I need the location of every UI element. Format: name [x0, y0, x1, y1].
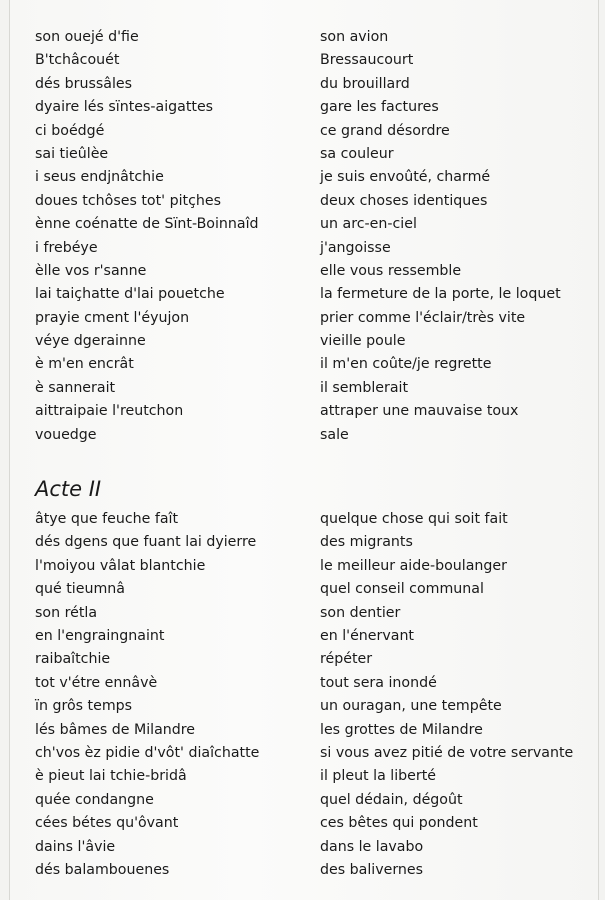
- patois-term: en l'engraingnaint: [35, 627, 165, 644]
- french-translation: dans le lavabo: [320, 838, 424, 855]
- french-column: [320, 26, 573, 882]
- patois-term: dés dgens que fuant lai dyierre: [35, 534, 257, 551]
- patois-term: lés bâmes de Milandre: [35, 721, 196, 738]
- patois-term: lai taiçhatte d'lai pouetche: [35, 286, 225, 303]
- french-translation: attraper une mauvaise toux: [320, 403, 519, 420]
- patois-term: l'moiyou vâlat blantchie: [35, 557, 206, 574]
- patois-term: è m'en encrât: [35, 356, 134, 373]
- patois-term: son ouejé d'fie: [35, 29, 139, 45]
- patois-term: i frebéye: [35, 239, 98, 256]
- patois-term: ènne coénatte de Sïnt-Boinnaîd: [35, 216, 259, 233]
- french-translation: j'angoisse: [320, 239, 391, 256]
- french-translation: un ouragan, une tempête: [320, 698, 502, 715]
- french-translation: il pleut la liberté: [320, 768, 437, 785]
- section-gap: [320, 447, 573, 471]
- patois-term: son rétla: [35, 604, 98, 621]
- patois-term: è pieut lai tchie-bridâ: [35, 768, 187, 785]
- patois-term: aittraipaie l'reutchon: [35, 403, 184, 420]
- french-translation: quel dédain, dégoût: [320, 791, 463, 808]
- french-translation: prier comme l'éclair/très vite: [320, 309, 526, 326]
- patois-term: dyaire lés sïntes-aigattes: [35, 99, 214, 116]
- french-translation: du brouillard: [320, 75, 410, 92]
- french-translation: deux choses identiques: [320, 192, 488, 209]
- french-translation: ces bêtes qui pondent: [320, 815, 478, 832]
- french-translation: des migrants: [320, 534, 413, 551]
- patois-term: tot v'étre ennâvè: [35, 674, 158, 691]
- french-translation: les grottes de Milandre: [320, 721, 483, 738]
- patois-term: véye dgerainne: [35, 333, 146, 350]
- french-translation: gare les factures: [320, 99, 439, 116]
- patois-term: raibaîtchie: [35, 651, 111, 668]
- patois-term: doues tchôses tot' pitçhes: [35, 192, 222, 209]
- french-translation: son dentier: [320, 604, 401, 621]
- patois-term: ch'vos èz pidie d'vôt' diaîchatte: [35, 744, 260, 761]
- french-translation: la fermeture de la porte, le loquet: [320, 286, 561, 303]
- french-translation: en l'énervant: [320, 627, 414, 644]
- act-heading: Acte II: [35, 477, 102, 502]
- patois-term: âtye que feuche faît: [35, 511, 179, 528]
- patois-term: dés brussâles: [35, 75, 133, 92]
- patois-term: ïn grôs temps: [35, 698, 133, 715]
- french-translation: vieille poule: [320, 333, 406, 350]
- patois-term: prayie cment l'éyujon: [35, 309, 190, 326]
- patois-term: cées bétes qu'ôvant: [35, 815, 179, 832]
- patois-term: B'tchâcouét: [35, 52, 120, 69]
- french-translation: elle vous ressemble: [320, 262, 462, 279]
- french-translation: je suis envoûté, charmé: [320, 169, 491, 186]
- patois-term: qué tieumnâ: [35, 581, 125, 598]
- french-translation: il m'en coûte/je regrette: [320, 356, 492, 373]
- section2-french-list: [320, 508, 573, 882]
- french-translation: sa couleur: [320, 145, 394, 162]
- patois-term: dains l'âvie: [35, 838, 116, 855]
- french-translation: son avion: [320, 29, 389, 45]
- patois-column: [35, 26, 259, 882]
- french-translation: Bressaucourt: [320, 52, 414, 69]
- french-translation: ce grand désordre: [320, 122, 450, 139]
- section1-french-list: [320, 26, 573, 447]
- patois-term: dés balambouenes: [35, 861, 170, 878]
- french-translation: quelque chose qui soit fait: [320, 511, 508, 528]
- french-translation: des balivernes: [320, 861, 424, 878]
- french-translation: répéter: [320, 651, 373, 668]
- section-gap: [35, 447, 259, 471]
- heading-spacer: [320, 471, 573, 508]
- patois-term: è sannerait: [35, 379, 116, 396]
- section1-patois-list: [35, 26, 259, 447]
- patois-term: i seus endjnâtchie: [35, 169, 164, 186]
- patois-term: ci boédgé: [35, 122, 105, 139]
- french-translation: il semblerait: [320, 379, 409, 396]
- patois-term: sai tieûlèe: [35, 145, 109, 162]
- document-page: [9, 0, 599, 900]
- section2-patois-list: [35, 508, 259, 882]
- french-translation: le meilleur aide-boulanger: [320, 557, 507, 574]
- french-translation: un arc-en-ciel: [320, 216, 417, 233]
- french-translation: sale: [320, 426, 349, 443]
- french-translation: tout sera inondé: [320, 674, 437, 691]
- patois-term: èlle vos r'sanne: [35, 262, 147, 279]
- patois-term: quée condangne: [35, 791, 154, 808]
- french-translation: quel conseil communal: [320, 581, 484, 598]
- french-translation: si vous avez pitié de votre servante: [320, 744, 574, 761]
- patois-term: vouedge: [35, 426, 97, 443]
